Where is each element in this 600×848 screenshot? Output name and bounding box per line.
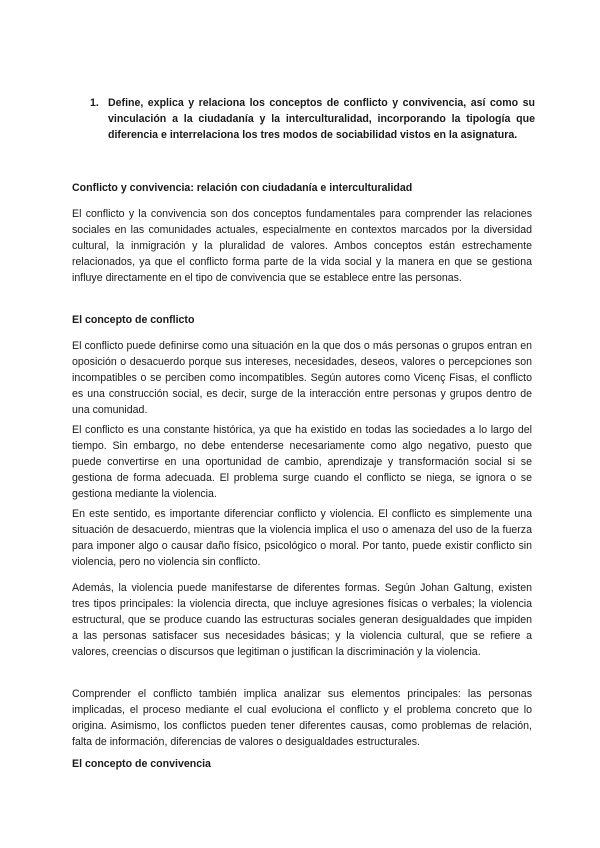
paragraph-conflicto-violencia: En este sentido, es importante diferenciar conflicto y violencia. El conflicto es simplemente una situación de desacuerdo, mientras que la violencia implica el uso o amenaza del uso de la fuerza para imponer algo o causar daño físico, psicológico o moral. Por tanto, puede existir conflicto sin violencia, pero no violencia sin conflicto.	[72, 508, 532, 568]
paragraph-conflicto-definicion: El conflicto puede definirse como una situación en la que dos o más personas o grupos entran en oposición o desacuerdo porque sus intereses, necesidades, deseos, valores o percepciones son incompatibles o se perciben como incompatibles. Según autores como Vicenç Fisas, el conflicto es una construcción social, es decir, surge de la interacción entre personas y grupos dentro de una comunidad.	[72, 340, 532, 416]
section-heading-concepto-conflicto: El concepto de conflicto	[72, 314, 195, 326]
section-heading-concepto-convivencia: El concepto de convivencia	[72, 758, 211, 770]
paragraph-conflicto-historico: El conflicto es una constante histórica, ya que ha existido en todas las sociedades a lo largo del tiempo. Sin embargo, no debe entenderse necesariamente como algo negativo, puesto que puede convertirse en una oportunidad de cambio, aprendizaje y transformación social si se gestiona de forma adecuada. El problema surge cuando el conflicto se niega, se ignora o se gestiona mediante la violencia.	[72, 424, 532, 500]
paragraph-elementos-conflicto: Comprender el conflicto también implica analizar sus elementos principales: las personas implicadas, el proceso mediante el cual evoluciona el conflicto y el problema concreto que lo origina. Asimismo, los conflictos pueden tener diferentes causas, como problemas de relación, falta de información, diferencias de valores o desigualdades estructurales.	[72, 688, 532, 748]
question-number: 1.	[90, 97, 99, 109]
question-text: Define, explica y relaciona los conceptos de conflicto y convivencia, así como su vinculación a la ciudadanía y la interculturalidad, incorporando la tipología que diferencia e interrelaciona los tres modos de sociabilidad vistos en la asignatura.	[108, 97, 535, 141]
question-item	[90, 95, 535, 143]
paragraph-tipos-violencia: Además, la violencia puede manifestarse de diferentes formas. Según Johan Galtung, existen tres tipos principales: la violencia directa, que incluye agresiones físicas o verbales; la violencia estructural, que se produce cuando las estructuras sociales generan desigualdades que impiden a las personas satisfacer sus necesidades básicas; y la violencia cultural, que se refiere a valores, creencias o discursos que legitiman o justifican la discriminación y la violencia.	[72, 582, 532, 658]
paragraph-intro: El conflicto y la convivencia son dos conceptos fundamentales para comprender las relaciones sociales en las comunidades actuales, especialmente en contextos marcados por la diversidad cultural, la inmigración y la pluralidad de valores. Ambos conceptos están estrechamente relacionados, ya que el conflicto forma parte de la vida social y la manera en que se gestiona influye directamente en el tipo de convivencia que se establece entre las personas.	[72, 208, 532, 284]
section-heading-conflicto-convivencia: Conflicto y convivencia: relación con ciudadanía e interculturalidad	[72, 182, 413, 194]
